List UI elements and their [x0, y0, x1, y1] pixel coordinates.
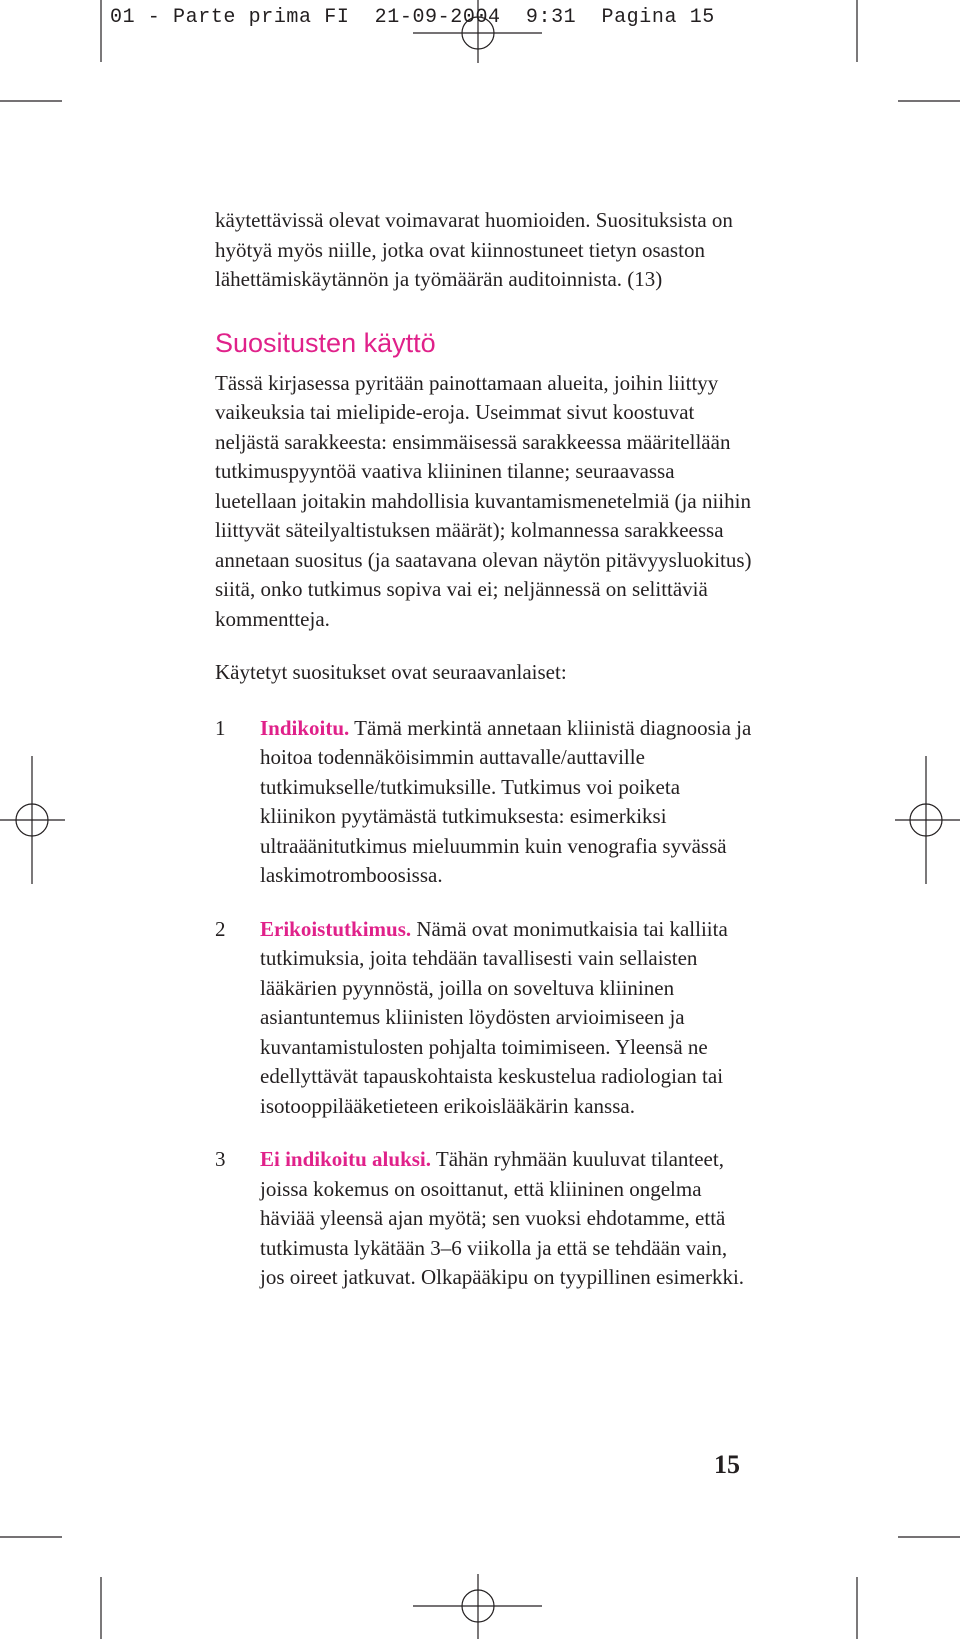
intro-paragraph: käytettävissä olevat voimavarat huomioiden. Suosituksista on hyötyä myös niille, jotka ovat kiinnostuneet tietyn osaston lähettämiskäytännön ja työmäärän auditoinnista. (13) [215, 208, 733, 291]
list-item-term: Ei indikoitu aluksi. [260, 1147, 432, 1171]
list-item-term: Erikoistutkimus. [260, 916, 412, 941]
list-item [215, 714, 755, 891]
list-item-text: Tämä merkintä annetaan kliinistä diagnoosia ja hoitoa todennäköisimmin auttavalle/auttaville tutkimukselle/tutkimuksille. Tutkimus voi poiketa kliinikon pyytämästä tutkimuksesta: esimerkiksi ultraäänitutkimus mieluummin kuin venografia syvässä laskimotromboosissa. [260, 715, 752, 887]
registration-mark-top [413, 0, 542, 63]
list-item-term: Indikoitu. [260, 715, 350, 740]
page-number: 15 [714, 1450, 740, 1479]
list-item-number: 1 [215, 715, 226, 740]
list-item-number: 3 [215, 1147, 226, 1171]
list-item [215, 1145, 755, 1293]
print-slug: 01 - Parte prima FI 21-09-2004 9:31 Pagina 15 [110, 6, 715, 29]
list-item-text: Tähän ryhmään kuuluvat tilanteet, joissa kokemus on osoittanut, että kliininen ongelma häviää yleensä ajan myötä; sen vuoksi ehdotamme, että tutkimusta lykätään 3–6 viikolla ja että se tehdään vain, jos oireet jatkuvat. Olkapääkipu on tyypillinen esimerkki. [260, 1147, 745, 1289]
list-item [215, 915, 755, 1122]
list-item-text: Nämä ovat monimutkaisia tai kalliita tutkimuksia, joita tehdään tavallisesti vain sellaisten lääkärien pyynnöstä, joilla on soveltuva kliininen asiantuntemus kliinisten löydösten arvioimiseen ja kuvantamistulosten pohjalta toimimiseen. Yleensä ne edellyttävät tapauskohtaista keskustelua radiologian tai isotooppilääketieteen erikoislääkärin kanssa. [260, 916, 728, 1118]
recommendation-list [215, 714, 755, 1293]
list-item-number: 2 [215, 916, 226, 941]
registration-mark-bottom [413, 1574, 542, 1639]
page-content [215, 206, 755, 1317]
section-heading: Suositusten käyttö [215, 327, 436, 358]
section-paragraph: Tässä kirjasessa pyritään painottamaan alueita, joihin liittyy vaikeuksia tai mielipide-eroja. Useimmat sivut koostuvat neljästä sarakkeesta: ensimmäisessä sarakkeessa määritellään tutkimuspyyntöä vaativa kliininen tilanne; seuraavassa luetellaan joitakin mahdollisia kuvantamismenetelmiä (ja niihin liittyvät säteilyaltistuksen määrät); kolmannessa sarakkeessa annetaan suositus (ja saatavana olevan näytön pitävyysluokitus) siitä, onko tutkimus sopiva vai ei; neljännessä on selittäviä kommentteja. [215, 370, 752, 631]
list-lead: Käytetyt suositukset ovat seuraavanlaiset: [215, 660, 567, 684]
registration-mark-right [895, 756, 960, 884]
registration-mark-left [0, 756, 65, 884]
